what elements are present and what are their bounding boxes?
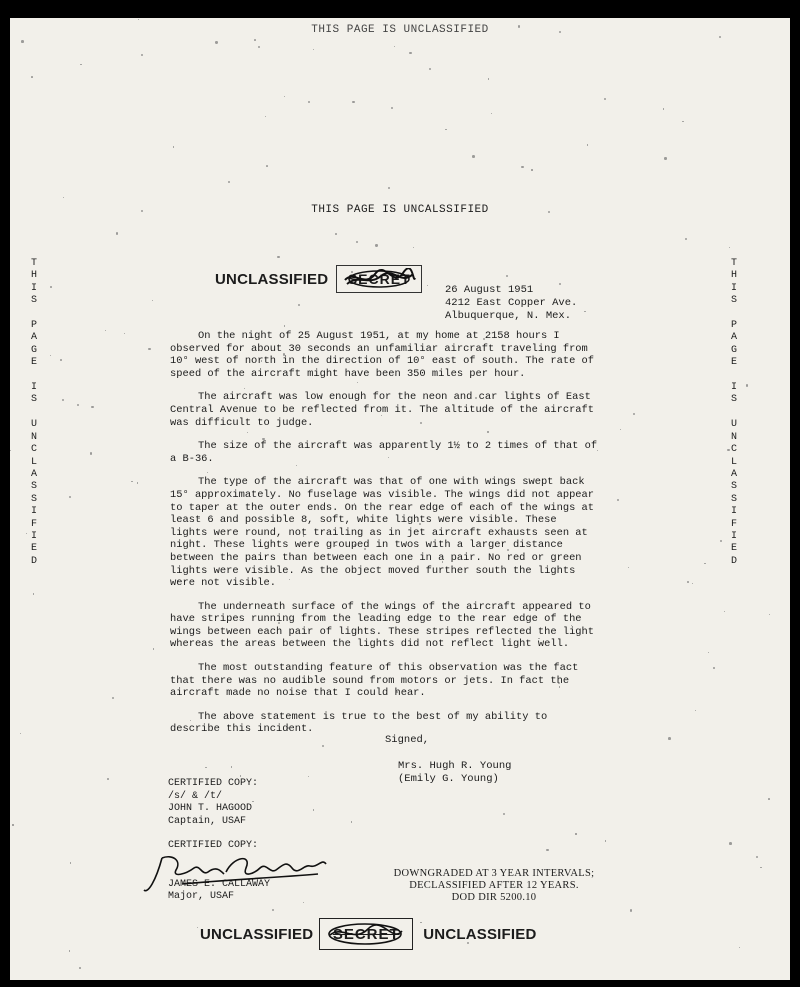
paper-speck bbox=[231, 766, 233, 768]
paper-speck bbox=[277, 256, 279, 258]
paper-speck bbox=[50, 355, 51, 356]
paper-speck bbox=[413, 247, 414, 248]
paper-speck bbox=[69, 950, 71, 952]
paper-speck bbox=[20, 733, 21, 734]
paper-speck bbox=[472, 155, 475, 158]
footer-unclassified-left: UNCLASSIFIED bbox=[200, 925, 314, 943]
paper-speck bbox=[628, 567, 629, 568]
paper-speck bbox=[719, 36, 721, 38]
certified-copy-label: CERTIFIED COPY: bbox=[168, 840, 259, 851]
unclassified-stamp-text: UNCLASSIFIED bbox=[215, 270, 329, 288]
paper-speck bbox=[575, 833, 576, 834]
paper-speck bbox=[152, 300, 153, 301]
paper-speck bbox=[313, 809, 314, 810]
paper-speck bbox=[105, 330, 106, 331]
paper-speck bbox=[240, 775, 241, 776]
city-address: Albuquerque, N. Mex. bbox=[445, 310, 572, 322]
scribble-mark bbox=[322, 921, 408, 947]
footer-classification bbox=[200, 918, 537, 950]
paragraph-1: On the night of 25 August 1951, at my home at 2158 hours I observed for about 30 seconds an unfamiliar aircraft traveling from 10° west of north in the direction of 10° east of south. The rate of speed of the aircraft might have been 350 miles per hour. bbox=[170, 330, 595, 380]
letter-date: 26 August 1951 bbox=[445, 284, 534, 296]
paper-speck bbox=[521, 166, 524, 169]
paper-speck bbox=[228, 181, 230, 183]
paper-speck bbox=[687, 581, 689, 583]
paper-speck bbox=[70, 862, 72, 864]
paper-speck bbox=[394, 46, 395, 47]
paper-speck bbox=[12, 824, 13, 825]
paper-speck bbox=[375, 244, 377, 246]
paper-speck bbox=[663, 108, 665, 110]
paper-speck bbox=[584, 311, 585, 312]
signed-label: Signed, bbox=[385, 734, 430, 746]
paper-speck bbox=[769, 614, 770, 615]
paper-speck bbox=[138, 19, 139, 20]
paper-speck bbox=[352, 101, 354, 103]
paper-speck bbox=[760, 867, 762, 869]
scribble-mark bbox=[341, 268, 417, 290]
secret-stamp-text: SECRET bbox=[347, 271, 411, 287]
paper-speck bbox=[409, 52, 412, 55]
paper-speck bbox=[388, 187, 390, 189]
paper-speck bbox=[266, 165, 268, 167]
left-side-classification: T H I S P A G E I S U N C L A S S I F I E D bbox=[30, 258, 37, 567]
paper-speck bbox=[308, 776, 310, 778]
signer-alias: (Emily G. Young) bbox=[398, 773, 499, 785]
paper-speck bbox=[668, 737, 671, 740]
paper-speck bbox=[633, 413, 636, 416]
document-page bbox=[10, 18, 790, 980]
classification-header: THIS PAGE IS UNCALSSIFIED bbox=[311, 204, 489, 216]
downgrade-line-2: DECLASSIFIED AFTER 12 YEARS. bbox=[409, 880, 579, 891]
paper-speck bbox=[62, 399, 64, 401]
paper-speck bbox=[756, 856, 758, 858]
paper-speck bbox=[60, 359, 62, 361]
footer-secret-text: SECRET bbox=[332, 925, 400, 943]
paper-speck bbox=[258, 46, 260, 48]
paper-speck bbox=[90, 452, 92, 454]
handwritten-signature bbox=[142, 850, 332, 900]
certifier-name: JAMES E. CALLAWAY bbox=[168, 878, 271, 890]
top-classification-header: THIS PAGE IS UNCLASSIFIED bbox=[311, 24, 489, 36]
downgrade-line-3: DOD DIR 5200.10 bbox=[451, 892, 537, 903]
paper-speck bbox=[69, 496, 71, 498]
certified-copy-hagood bbox=[168, 778, 258, 828]
signer-block bbox=[398, 760, 511, 786]
certifier-name: JOHN T. HAGOOD bbox=[168, 803, 253, 814]
paragraph-6: The most outstanding feature of this observation was the fact that there was no audible sound from motors or jets. In fact the aircraft made no noise that I could hear. bbox=[170, 662, 579, 700]
paper-speck bbox=[587, 144, 588, 145]
downgrade-line-1: DOWNGRADED AT 3 YEAR INTERVALS; bbox=[393, 868, 595, 879]
classification-stamp bbox=[215, 265, 422, 293]
paper-speck bbox=[739, 947, 740, 948]
paper-speck bbox=[80, 64, 82, 66]
paper-speck bbox=[313, 49, 314, 50]
paper-speck bbox=[91, 406, 93, 408]
paper-speck bbox=[148, 348, 150, 350]
paper-speck bbox=[531, 169, 532, 170]
paper-speck bbox=[124, 333, 125, 334]
street-address: 4212 East Copper Ave. bbox=[445, 297, 578, 309]
statement-body bbox=[170, 330, 600, 747]
paper-speck bbox=[720, 540, 722, 542]
paper-speck bbox=[77, 404, 79, 406]
downgrade-notice bbox=[384, 868, 604, 904]
signer-name: Mrs. Hugh R. Young bbox=[398, 760, 512, 772]
paper-speck bbox=[617, 499, 619, 501]
paper-speck bbox=[197, 927, 198, 928]
paper-speck bbox=[506, 275, 508, 277]
paragraph-4: The type of the aircraft was that of one with wings swept back 15° approximately. No fuselage was visible. The wings did not appear to taper at the outer ends. On the rear edge of each of the wings at least 6 and possible 8, soft, white lights were visible. These lights were round, not trailing as in jet aircraft exhausts seen at night. These lights were grouped in twos with a larger distance between the pairs than between each one in a pair. No red or green lights were visible. As the object moved further south the lights were not visible. bbox=[170, 476, 595, 590]
paper-speck bbox=[391, 107, 393, 109]
paper-speck bbox=[298, 304, 300, 306]
paper-speck bbox=[768, 798, 770, 800]
certifier-rank: Captain, USAF bbox=[168, 815, 247, 827]
paper-speck bbox=[729, 842, 732, 845]
paragraph-5: The underneath surface of the wings of the aircraft appeared to have stripes running from the leading edge to the rear edge of the wings between each pair of lights. These stripes reflected the light whereas the areas between the lights did not reflect light well. bbox=[170, 600, 595, 651]
paper-speck bbox=[685, 238, 687, 240]
paper-speck bbox=[33, 593, 34, 594]
paper-speck bbox=[303, 902, 304, 903]
paper-speck bbox=[254, 39, 256, 41]
paper-speck bbox=[724, 611, 725, 612]
paper-speck bbox=[729, 247, 730, 248]
paper-speck bbox=[284, 96, 285, 97]
paper-speck bbox=[620, 429, 621, 430]
paper-speck bbox=[284, 325, 285, 326]
paper-speck bbox=[50, 286, 52, 288]
paper-speck bbox=[79, 967, 81, 969]
paper-speck bbox=[503, 813, 506, 816]
paper-speck bbox=[605, 840, 606, 841]
paper-speck bbox=[10, 450, 11, 451]
paper-speck bbox=[682, 121, 684, 123]
paper-speck bbox=[491, 113, 492, 114]
paper-speck bbox=[427, 285, 428, 286]
paper-speck bbox=[746, 384, 748, 386]
paper-speck bbox=[153, 648, 155, 650]
paper-speck bbox=[116, 232, 118, 234]
paper-speck bbox=[445, 129, 447, 131]
paper-speck bbox=[708, 652, 709, 653]
footer-secret-box bbox=[319, 918, 413, 950]
paper-speck bbox=[31, 76, 33, 78]
paper-speck bbox=[205, 767, 207, 769]
paper-speck bbox=[131, 481, 133, 483]
paper-speck bbox=[429, 68, 431, 70]
paper-speck bbox=[356, 241, 359, 244]
paper-speck bbox=[215, 41, 217, 43]
secret-stamp-box bbox=[336, 265, 422, 293]
paper-speck bbox=[63, 197, 64, 198]
paragraph-3: The size of the aircraft was apparently 1½ to 2 times of that of a B-36. bbox=[170, 440, 598, 465]
paper-speck bbox=[695, 710, 697, 712]
paper-speck bbox=[488, 78, 489, 79]
paper-speck bbox=[272, 909, 274, 911]
certified-copy-label: CERTIFIED COPY: bbox=[168, 778, 259, 789]
paper-speck bbox=[173, 146, 174, 147]
paper-speck bbox=[112, 697, 114, 699]
paper-speck bbox=[21, 40, 24, 43]
paragraph-7: The above statement is true to the best of my ability to describe this incident. bbox=[170, 710, 548, 736]
paper-speck bbox=[265, 116, 266, 117]
paper-speck bbox=[630, 909, 633, 912]
paper-speck bbox=[692, 583, 693, 584]
paper-speck bbox=[604, 98, 606, 100]
paper-speck bbox=[308, 101, 310, 103]
footer-unclassified-right: UNCLASSIFIED bbox=[423, 925, 537, 943]
paper-speck bbox=[664, 157, 666, 159]
paper-speck bbox=[137, 482, 138, 483]
right-side-classification: T H I S P A G E I S U N C L A S S I F I E D bbox=[730, 258, 737, 567]
certifier-rank: Major, USAF bbox=[168, 891, 235, 902]
paper-speck bbox=[546, 849, 548, 851]
paper-speck bbox=[713, 667, 715, 669]
signature-notation: /s/ & /t/ bbox=[168, 790, 223, 802]
paper-speck bbox=[351, 821, 353, 823]
paragraph-2: The aircraft was low enough for the neon and car lights of East Central Avenue to be reflected from it. The altitude of the aircraft was difficult to judge. bbox=[170, 391, 595, 429]
paper-speck bbox=[704, 563, 706, 565]
paper-speck bbox=[107, 778, 109, 780]
paper-speck bbox=[335, 233, 337, 235]
paper-speck bbox=[141, 54, 143, 56]
sender-address bbox=[445, 284, 577, 323]
